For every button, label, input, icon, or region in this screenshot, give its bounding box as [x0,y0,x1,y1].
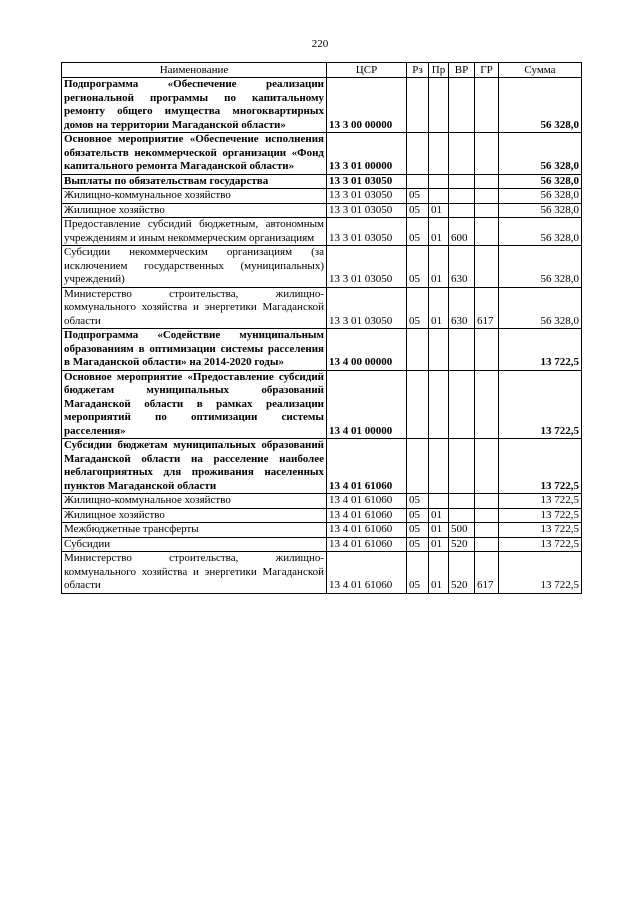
cell-rz: 05 [407,552,429,594]
cell-amount: 13 722,5 [499,439,582,494]
cell-name: Жилищно-коммунальное хозяйство [62,189,327,204]
cell-vr [449,494,475,509]
table-body [62,78,582,594]
cell-gr [475,78,499,133]
cell-vr [449,174,475,189]
cell-rz: 05 [407,246,429,288]
column-header-gr: ГР [475,63,499,78]
cell-pr [429,329,449,371]
cell-vr: 520 [449,537,475,552]
cell-vr [449,133,475,175]
cell-gr [475,494,499,509]
cell-pr: 01 [429,218,449,246]
cell-gr [475,370,499,439]
cell-rz: 05 [407,218,429,246]
cell-amount: 13 722,5 [499,370,582,439]
cell-vr: 520 [449,552,475,594]
cell-vr: 630 [449,287,475,329]
table-header-row [62,63,582,78]
cell-vr: 500 [449,523,475,538]
cell-gr: 617 [475,552,499,594]
cell-gr [475,329,499,371]
cell-csr: 13 3 01 03050 [327,246,407,288]
cell-pr: 01 [429,287,449,329]
cell-rz [407,174,429,189]
cell-rz: 05 [407,537,429,552]
cell-rz: 05 [407,189,429,204]
cell-gr [475,133,499,175]
cell-pr: 01 [429,246,449,288]
cell-vr [449,370,475,439]
cell-csr: 13 3 01 00000 [327,133,407,175]
cell-gr: 617 [475,287,499,329]
column-header-pr: Пр [429,63,449,78]
cell-vr [449,439,475,494]
table-row [62,494,582,509]
cell-amount: 56 328,0 [499,174,582,189]
cell-csr: 13 4 01 00000 [327,370,407,439]
cell-pr: 01 [429,203,449,218]
cell-gr [475,174,499,189]
cell-csr: 13 4 01 61060 [327,523,407,538]
cell-amount: 13 722,5 [499,494,582,509]
cell-name: Субсидии некоммерческим организациям (за исключением государственных (муниципальных) учреждений) [62,246,327,288]
cell-pr [429,370,449,439]
table-row [62,329,582,371]
cell-name: Субсидии бюджетам муниципальных образований Магаданской области на расселение наиболее неблагоприятных для проживания населенных пунктов Магаданской области [62,439,327,494]
cell-name: Министерство строительства, жилищно-коммунального хозяйства и энергетики Магаданской области [62,552,327,594]
cell-name: Выплаты по обязательствам государства [62,174,327,189]
cell-name: Основное мероприятие «Предоставление субсидий бюджетам муниципальных образований Магаданской области в рамках реализации мероприятий по оптимизации системы расселения» [62,370,327,439]
cell-gr [475,523,499,538]
cell-rz: 05 [407,203,429,218]
cell-pr [429,494,449,509]
column-header-amount: Сумма [499,63,582,78]
cell-vr [449,329,475,371]
cell-csr: 13 4 01 61060 [327,508,407,523]
cell-amount: 56 328,0 [499,203,582,218]
cell-gr [475,537,499,552]
cell-amount: 56 328,0 [499,189,582,204]
budget-table [61,62,582,594]
table-row [62,218,582,246]
cell-name: Жилищное хозяйство [62,508,327,523]
cell-amount: 13 722,5 [499,329,582,371]
cell-amount: 56 328,0 [499,218,582,246]
cell-pr: 01 [429,508,449,523]
cell-csr: 13 3 01 03050 [327,174,407,189]
cell-name: Жилищное хозяйство [62,203,327,218]
cell-csr: 13 3 01 03050 [327,287,407,329]
cell-amount: 13 722,5 [499,552,582,594]
table-row [62,552,582,594]
cell-csr: 13 4 01 61060 [327,494,407,509]
cell-csr: 13 4 00 00000 [327,329,407,371]
cell-gr [475,218,499,246]
cell-pr: 01 [429,552,449,594]
cell-name: Жилищно-коммунальное хозяйство [62,494,327,509]
cell-rz: 05 [407,523,429,538]
cell-gr [475,246,499,288]
cell-vr [449,189,475,204]
cell-csr: 13 3 00 00000 [327,78,407,133]
column-header-csr: ЦСР [327,63,407,78]
cell-name: Основное мероприятие «Обеспечение исполнения обязательств некоммерческой организации «Фонд капитального ремонта Магаданской области» [62,133,327,175]
table-row [62,287,582,329]
cell-pr: 01 [429,523,449,538]
cell-gr [475,203,499,218]
table-row [62,439,582,494]
cell-amount: 13 722,5 [499,537,582,552]
cell-pr [429,189,449,204]
cell-pr [429,439,449,494]
cell-name: Предоставление субсидий бюджетным, автономным учреждениям и иным некоммерческим организациям [62,218,327,246]
cell-amount: 56 328,0 [499,246,582,288]
cell-amount: 13 722,5 [499,523,582,538]
cell-vr: 600 [449,218,475,246]
cell-rz [407,370,429,439]
cell-rz [407,439,429,494]
table-row [62,523,582,538]
cell-csr: 13 3 01 03050 [327,218,407,246]
cell-rz: 05 [407,494,429,509]
cell-vr [449,508,475,523]
table-row [62,203,582,218]
column-header-rz: Рз [407,63,429,78]
table-row [62,537,582,552]
table-row [62,174,582,189]
table-row [62,189,582,204]
cell-rz [407,133,429,175]
cell-rz: 05 [407,287,429,329]
cell-rz [407,78,429,133]
cell-csr: 13 3 01 03050 [327,203,407,218]
table-row [62,246,582,288]
cell-pr [429,133,449,175]
cell-gr [475,189,499,204]
cell-csr: 13 4 01 61060 [327,552,407,594]
cell-pr [429,78,449,133]
table-row [62,133,582,175]
page-number: 220 [311,38,329,50]
table-row [62,78,582,133]
cell-name: Межбюджетные трансферты [62,523,327,538]
cell-name: Субсидии [62,537,327,552]
cell-name: Подпрограмма «Содействие муниципальным образованиям в оптимизации системы расселения в Магаданской области» на 2014-2020 годы» [62,329,327,371]
cell-amount: 56 328,0 [499,287,582,329]
cell-csr: 13 4 01 61060 [327,537,407,552]
cell-amount: 56 328,0 [499,133,582,175]
column-header-name: Наименование [62,63,327,78]
cell-vr [449,78,475,133]
cell-amount: 13 722,5 [499,508,582,523]
cell-amount: 56 328,0 [499,78,582,133]
cell-csr: 13 3 01 03050 [327,189,407,204]
cell-pr [429,174,449,189]
cell-gr [475,508,499,523]
cell-name: Министерство строительства, жилищно-коммунального хозяйства и энергетики Магаданской области [62,287,327,329]
table-row [62,508,582,523]
cell-rz [407,329,429,371]
cell-csr: 13 4 01 61060 [327,439,407,494]
cell-vr: 630 [449,246,475,288]
cell-name: Подпрограмма «Обеспечение реализации региональной программы по капитальному ремонту общего имущества многоквартирных домов на территории Магаданской области» [62,78,327,133]
cell-pr: 01 [429,537,449,552]
cell-rz: 05 [407,508,429,523]
cell-vr [449,203,475,218]
cell-gr [475,439,499,494]
table-row [62,370,582,439]
column-header-vr: ВР [449,63,475,78]
